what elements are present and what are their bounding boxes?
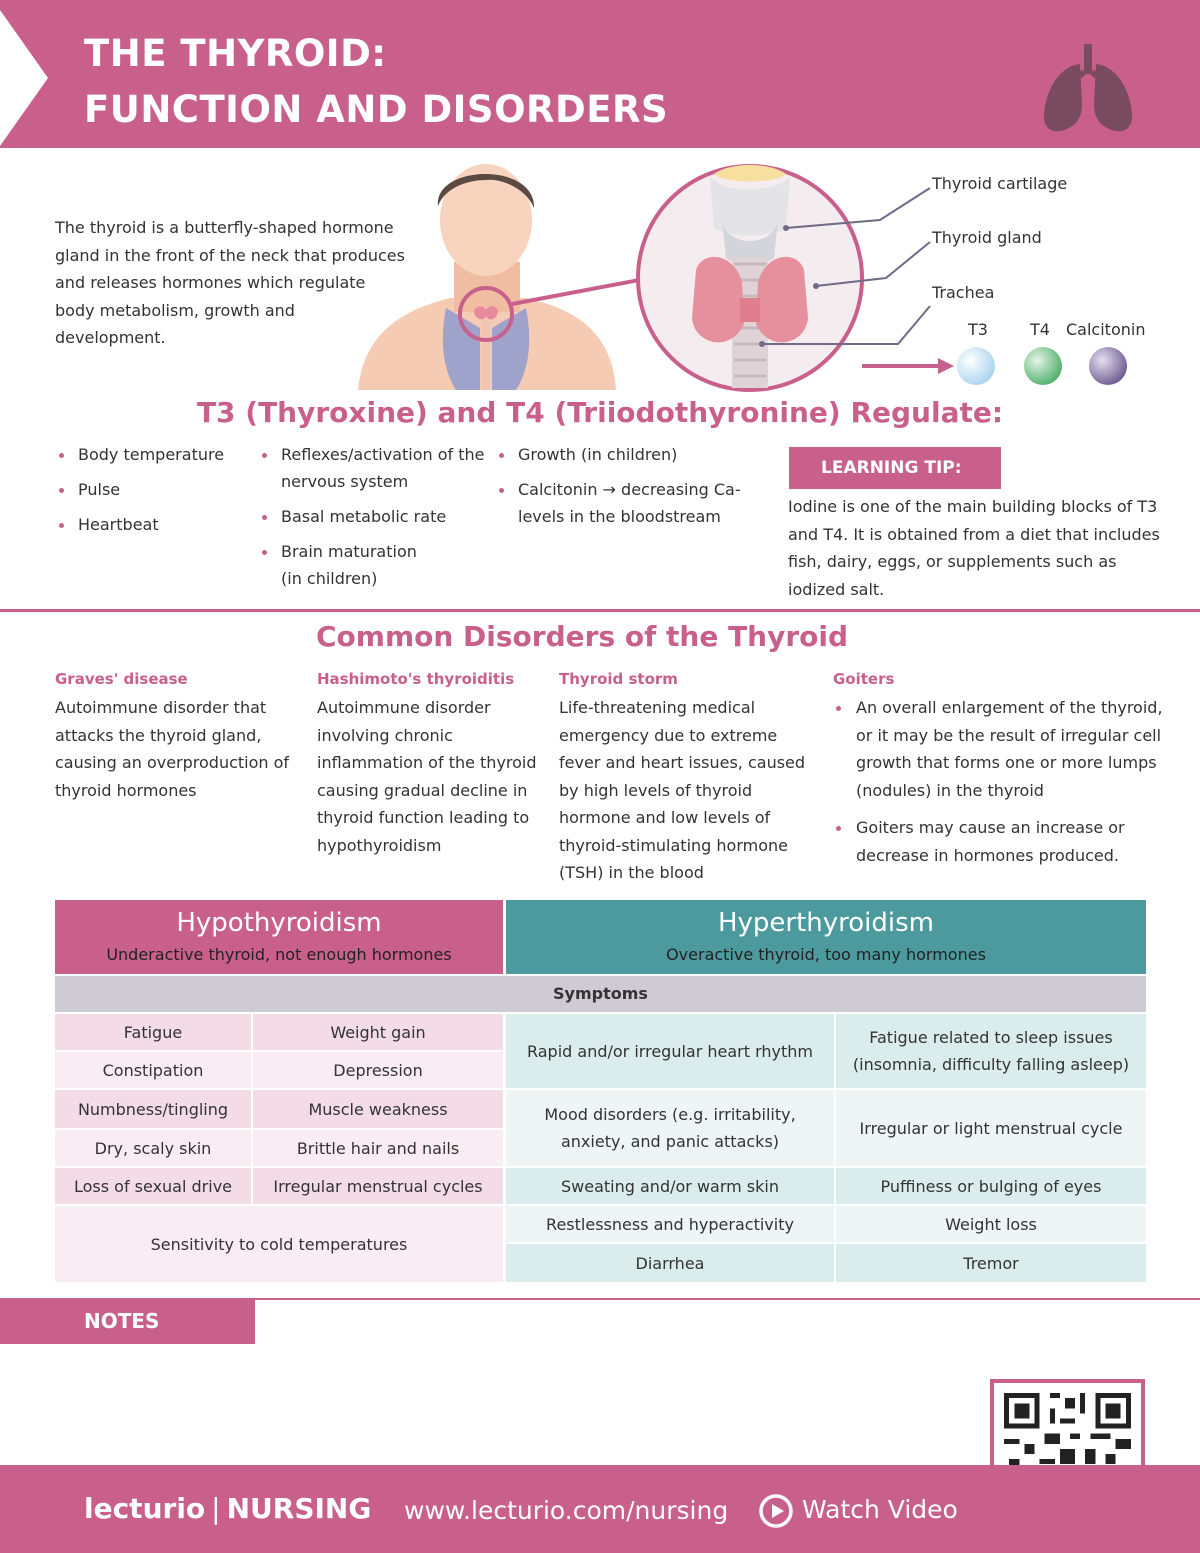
table-cell: Depression xyxy=(253,1052,503,1088)
disorder-hashimoto xyxy=(317,668,542,859)
header-banner xyxy=(0,0,1200,148)
table-cell: Loss of sexual drive xyxy=(55,1168,251,1204)
disorder-graves xyxy=(55,668,295,804)
table-cell: Fatigue xyxy=(55,1014,251,1050)
table-cell: Sweating and/or warm skin xyxy=(506,1168,834,1204)
hormone-molecules xyxy=(956,344,1132,388)
hypothyroidism-title: Hypothyroidism xyxy=(176,908,382,938)
table-cell: Irregular menstrual cycles xyxy=(253,1168,503,1204)
regulate-column-3 xyxy=(496,441,778,538)
footer-bar xyxy=(0,1465,1200,1553)
disorder-description: Autoimmune disorder involving chronic inflammation of the thyroid causing gradual decline in thyroid function leading to hypothyroidism xyxy=(317,698,537,855)
regulate-item: Pulse xyxy=(56,476,256,503)
t3-molecule-icon xyxy=(957,347,995,385)
lungs-icon xyxy=(1040,44,1136,136)
symptoms-header: Symptoms xyxy=(55,976,1146,1012)
play-icon xyxy=(758,1493,794,1529)
thyroid-anatomy-figure xyxy=(350,158,1170,398)
regulate-item: Body temperature xyxy=(56,441,256,468)
hyperthyroidism-subtitle: Overactive thyroid, too many hormones xyxy=(666,945,986,964)
table-cell: Diarrhea xyxy=(506,1244,834,1282)
table-cell: Sensitivity to cold temperatures xyxy=(55,1206,503,1282)
disorder-name: Graves' disease xyxy=(55,670,188,688)
table-cell: Numbness/tingling xyxy=(55,1090,251,1128)
label-thyroid-gland: Thyroid gland xyxy=(932,228,1042,247)
table-cell: Constipation xyxy=(55,1052,251,1088)
watch-video-label: Watch Video xyxy=(802,1495,958,1524)
disorder-name: Hashimoto's thyroiditis xyxy=(317,670,515,688)
label-t4: T4 xyxy=(1030,320,1050,339)
header-arrow xyxy=(0,10,48,146)
title-line-1: THE THYROID: xyxy=(84,32,387,75)
disorder-description: Life-threatening medical emergency due to extreme fever and heart issues, caused by high levels of thyroid hormone and low levels of thyroid-stimulating hormone (TSH) in the blood xyxy=(559,698,806,882)
symptoms-table xyxy=(55,900,1146,1282)
regulate-item: Growth (in children) xyxy=(496,441,778,468)
table-cell: Weight gain xyxy=(253,1014,503,1050)
table-cell: Puffiness or bulging of eyes xyxy=(836,1168,1146,1204)
hyperthyroidism-title: Hyperthyroidism xyxy=(717,908,935,938)
regulate-item: Brain maturation (in children) xyxy=(259,538,429,592)
hypothyroidism-subtitle: Underactive thyroid, not enough hormones xyxy=(106,945,452,964)
notes-label: NOTES xyxy=(0,1298,255,1344)
brand-name: lecturio xyxy=(84,1492,206,1525)
regulate-item: Reflexes/activation of the nervous system xyxy=(259,441,491,495)
table-cell: Restlessness and hyperactivity xyxy=(506,1206,834,1242)
disorder-description: Autoimmune disorder that attacks the thyroid gland, causing an overproduction of thyroid hormones xyxy=(55,698,290,800)
t4-molecule-icon xyxy=(1024,347,1062,385)
page-title xyxy=(84,26,668,138)
disorder-thyroid-storm xyxy=(559,668,809,887)
section-divider xyxy=(0,609,1200,612)
website-link[interactable]: www.lecturio.com/nursing xyxy=(404,1496,729,1525)
table-cell: Dry, scaly skin xyxy=(55,1130,251,1166)
regulate-item: Heartbeat xyxy=(56,511,256,538)
hypothyroidism-header xyxy=(55,900,503,974)
intro-text: The thyroid is a butterfly-shaped hormone gland in the front of the neck that produces and releases hormones which regulate body metabolism, growth and development. xyxy=(55,218,405,347)
brand-separator: | xyxy=(211,1492,221,1525)
regulate-item: Basal metabolic rate xyxy=(259,503,491,530)
learning-tip-label: LEARNING TIP: xyxy=(789,447,1001,489)
regulate-item: Calcitonin → decreasing Ca-levels in the bloodstream xyxy=(496,476,768,530)
hyperthyroidism-header xyxy=(506,900,1146,974)
disorder-name: Thyroid storm xyxy=(559,670,678,688)
goiter-bullet: An overall enlargement of the thyroid, or it may be the result of irregular cell growth that forms one or more lumps (nodules) in the thyroid xyxy=(833,694,1163,804)
watch-video-link[interactable] xyxy=(758,1491,958,1529)
table-cell: Muscle weakness xyxy=(253,1090,503,1128)
goiter-bullet: Goiters may cause an increase or decrease in hormones produced. xyxy=(833,814,1163,869)
table-cell: Mood disorders (e.g. irritability, anxiety, and panic attacks) xyxy=(506,1090,834,1166)
label-thyroid-cartilage: Thyroid cartilage xyxy=(932,174,1068,193)
label-t3: T3 xyxy=(968,320,988,339)
goiter-bullets xyxy=(833,694,1163,869)
table-cell: Tremor xyxy=(836,1244,1146,1282)
table-cell: Rapid and/or irregular heart rhythm xyxy=(506,1014,834,1088)
disorder-goiters xyxy=(833,668,1163,879)
brand-suffix: NURSING xyxy=(226,1492,372,1525)
regulate-column-1 xyxy=(56,441,256,546)
regulate-column-2 xyxy=(259,441,491,600)
disorders-title: Common Disorders of the Thyroid xyxy=(316,620,849,653)
table-cell: Weight loss xyxy=(836,1206,1146,1242)
disorder-name: Goiters xyxy=(833,670,895,688)
label-trachea: Trachea xyxy=(932,283,995,302)
table-cell: Fatigue related to sleep issues (insomnia, difficulty falling asleep) xyxy=(836,1014,1146,1088)
learning-tip-text: Iodine is one of the main building blocks of T3 and T4. It is obtained from a diet that includes fish, dairy, eggs, or supplements such as iodized salt. xyxy=(788,497,1160,599)
table-cell: Brittle hair and nails xyxy=(253,1130,503,1166)
brand-logo[interactable] xyxy=(84,1491,371,1527)
table-cell: Irregular or light menstrual cycle xyxy=(836,1090,1146,1166)
regulate-title: T3 (Thyroxine) and T4 (Triiodothyronine) Regulate: xyxy=(196,396,1004,429)
title-line-2: FUNCTION AND DISORDERS xyxy=(84,88,669,131)
label-calcitonin: Calcitonin xyxy=(1066,320,1146,339)
calcitonin-molecule-icon xyxy=(1089,347,1127,385)
